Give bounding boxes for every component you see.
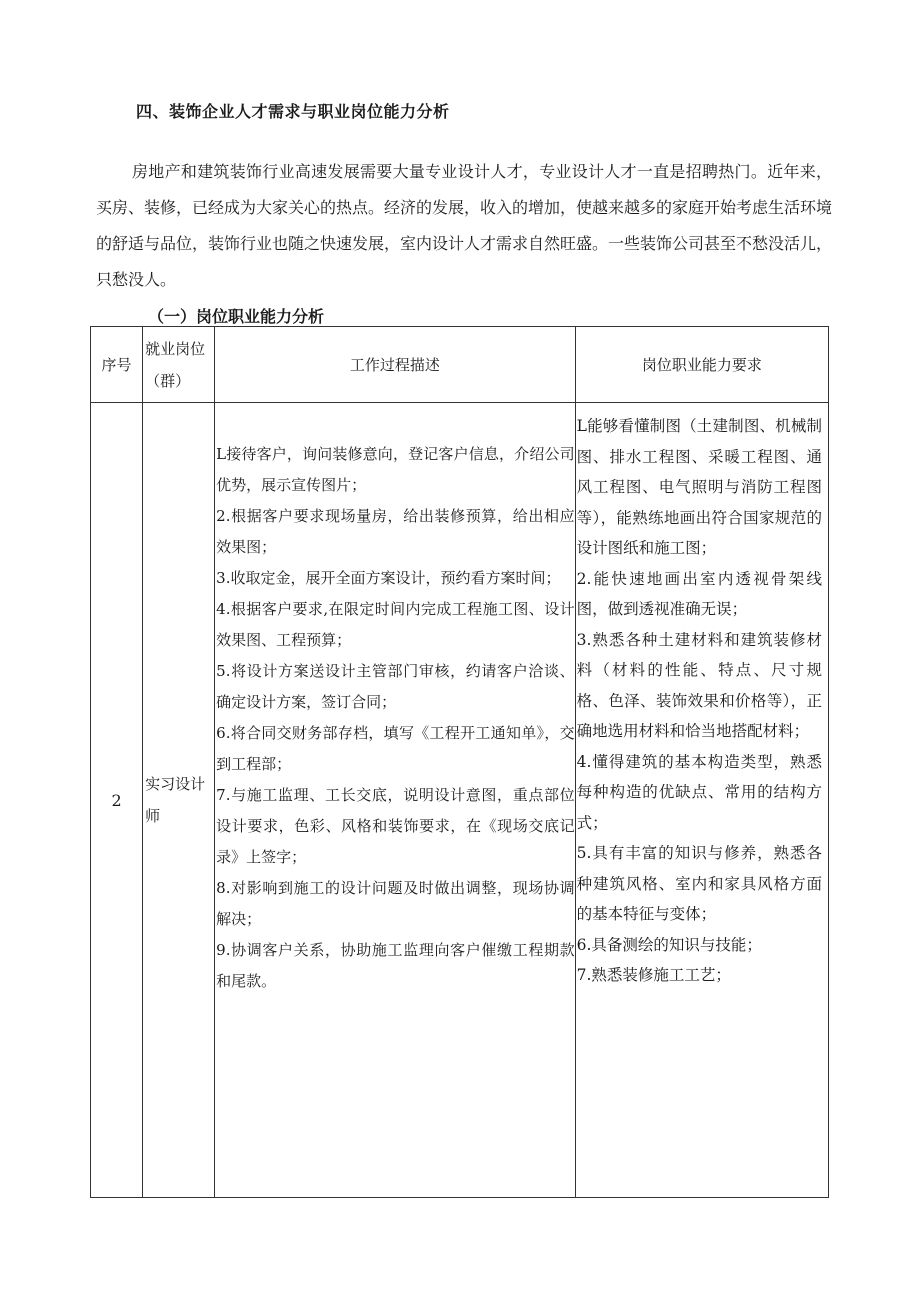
process-item: 3.收取定金，展开全面方案设计，预约看方案时间； xyxy=(216,569,561,587)
header-no: 序号 xyxy=(91,327,143,403)
ability-item: 3.熟悉各种土建材料和建筑装修材料（材料的性能、特点、尺寸规格、色泽、装饰效果和价格等），正确地选用材料和恰当地搭配材料； xyxy=(576,630,822,740)
ability-list xyxy=(577,411,822,991)
ability-table xyxy=(90,326,829,1198)
process-item: 7.与施工监理、工长交底，说明设计意图，重点部位设计要求，色彩、风格和装饰要求，在《现场交底记录》上签字； xyxy=(216,786,575,866)
ability-item: 7.熟悉装修施工工艺； xyxy=(576,966,731,984)
ability-item: L能够看懂制图（土建制图、机械制图、排水工程图、采暖工程图、通风工程图、电气照明与消防工程图等），能熟练地画出符合国家规范的设计图纸和施工图； xyxy=(576,417,822,557)
table-header xyxy=(91,327,829,403)
process-item: 5.将设计方案送设计主管部门审核，约请客户洽谈、确定设计方案，签订合同； xyxy=(216,662,575,711)
table-body xyxy=(91,403,829,1198)
header-ability: 岗位职业能力要求 xyxy=(575,327,828,403)
header-process: 工作过程描述 xyxy=(215,327,575,403)
process-item: L接待客户，询问装修意向，登记客户信息，介绍公司优势，展示宣传图片； xyxy=(216,445,575,494)
process-item: 2.根据客户要求现场量房，给出装修预算，给出相应效果图； xyxy=(216,507,575,556)
ability-item: 6.具备测绘的知识与技能； xyxy=(576,935,762,954)
cell-ability xyxy=(575,403,828,1198)
process-list xyxy=(216,439,574,997)
process-item: 9.协调客户关系，协助施工监理向客户催缴工程期款和尾款。 xyxy=(216,941,575,990)
header-position: 就业岗位（群） xyxy=(143,327,215,403)
sub-heading: （一）岗位职业能力分析 xyxy=(148,307,325,326)
ability-item: 4.懂得建筑的基本构造类型，熟悉每种构造的优缺点、常用的结构方式； xyxy=(576,752,822,832)
table-header-row xyxy=(91,327,829,403)
cell-position: 实习设计师 xyxy=(143,403,215,1198)
process-item: 6.将合同交财务部存档，填写《工程开工通知单》，交到工程部； xyxy=(216,724,575,773)
ability-item: 5.具有丰富的知识与修养，熟悉各种建筑风格、室内和家具风格方面的基本特征与变体； xyxy=(576,844,822,923)
cell-no: 2 xyxy=(91,403,143,1198)
section-heading: 四、装饰企业人才需求与职业岗位能力分析 xyxy=(136,102,450,121)
process-item: 4.根据客户要求,在限定时间内完成工程施工图、设计效果图、工程预算； xyxy=(216,600,575,649)
intro-paragraph: 房地产和建筑装饰行业高速发展需要大量专业设计人才，专业设计人才一直是招聘热门。近年来，买房、装修，已经成为大家关心的热点。经济的发展，收入的增加，使越来越多的家庭开始考虑生活环境的舒适与品位，装饰行业也随之快速发展，室内设计人才需求自然旺盛。一些装饰公司甚至不愁没活儿，只愁没人。 xyxy=(96,162,833,289)
ability-item: 2.能快速地画出室内透视骨架线图，做到透视准确无误； xyxy=(576,569,822,618)
table-row xyxy=(91,403,829,1198)
cell-process xyxy=(215,403,575,1198)
process-item: 8.对影响到施工的设计问题及时做出调整，现场协调解决； xyxy=(216,879,575,928)
